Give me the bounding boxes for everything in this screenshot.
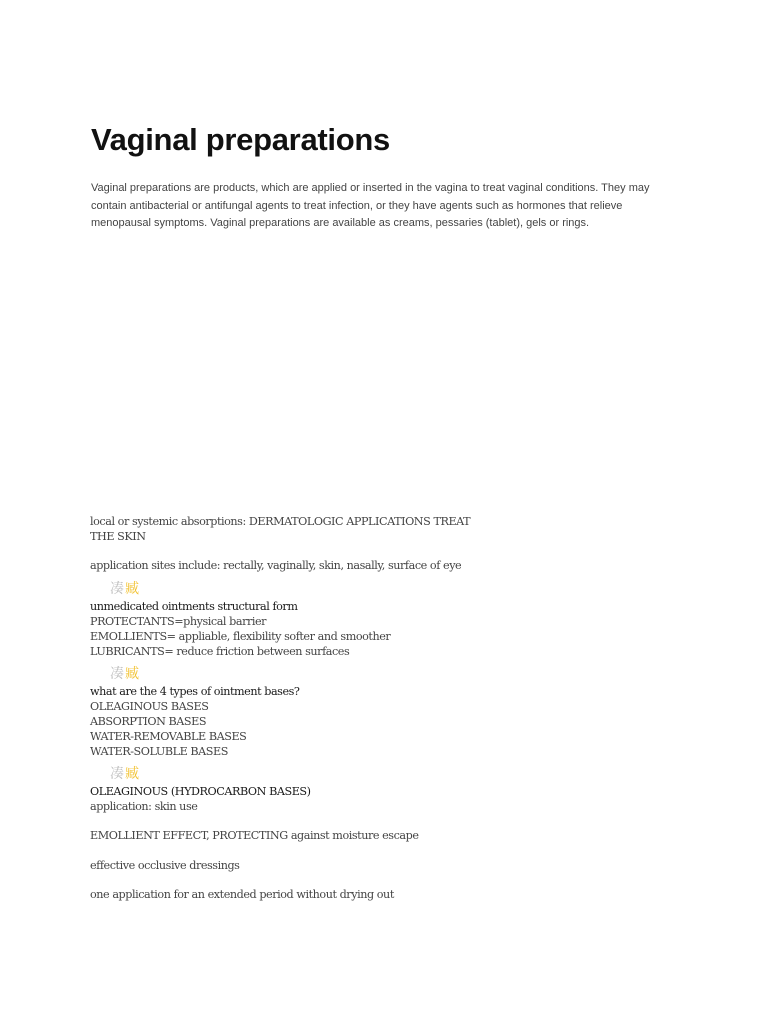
card2-line-1: OLEAGINOUS BASES — [90, 700, 209, 713]
card3-line-4: one application for an extended period without drying out — [90, 888, 394, 901]
application-sites-line: application sites include: rectally, vaginally, skin, nasally, surface of eye — [90, 559, 462, 572]
absorption-line-2: THE SKIN — [90, 530, 146, 543]
card2-line-3: WATER-REMOVABLE BASES — [90, 730, 247, 743]
card3-line-1: application: skin use — [90, 800, 198, 813]
card1-line-3: LUBRICANTS= reduce friction between surfaces — [90, 645, 350, 658]
separator-glyphs — [110, 578, 140, 598]
separator-glyph-2: 臧 — [125, 581, 140, 597]
card3-line-3: effective occlusive dressings — [90, 859, 240, 872]
separator-glyph-1: 凑 — [110, 581, 125, 597]
card3-line-2: EMOLLIENT EFFECT, PROTECTING against moisture escape — [90, 829, 419, 842]
page-title: Vaginal preparations — [91, 122, 390, 157]
card3-question: OLEAGINOUS (HYDROCARBON BASES) — [90, 785, 311, 798]
separator-glyphs — [110, 663, 140, 683]
separator-glyph-2: 臧 — [125, 666, 140, 682]
card1-line-2: EMOLLIENTS= appliable, flexibility softer and smoother — [90, 630, 391, 643]
card2-line-2: ABSORPTION BASES — [90, 715, 207, 728]
card2-question: what are the 4 types of ointment bases? — [90, 685, 300, 698]
card2-line-4: WATER-SOLUBLE BASES — [90, 745, 228, 758]
separator-glyph-2: 臧 — [125, 766, 140, 782]
intro-paragraph: Vaginal preparations are products, which are applied or inserted in the vagina to treat vaginal conditions. They may contain antibacterial or antifungal agents to treat infection, or they have agents such as hormones that relieve menopausal symptoms. Vaginal preparations are available as creams, pessaries (tablet), gels or rings. — [91, 182, 650, 229]
separator-glyphs — [110, 763, 140, 783]
separator-glyph-1: 凑 — [110, 766, 125, 782]
card1-question: unmedicated ointments structural form — [90, 600, 298, 613]
absorption-line-1: local or systemic absorptions: DERMATOLOGIC APPLICATIONS TREAT — [90, 515, 471, 528]
card1-line-1: PROTECTANTS=physical barrier — [90, 615, 267, 628]
separator-glyph-1: 凑 — [110, 666, 125, 682]
